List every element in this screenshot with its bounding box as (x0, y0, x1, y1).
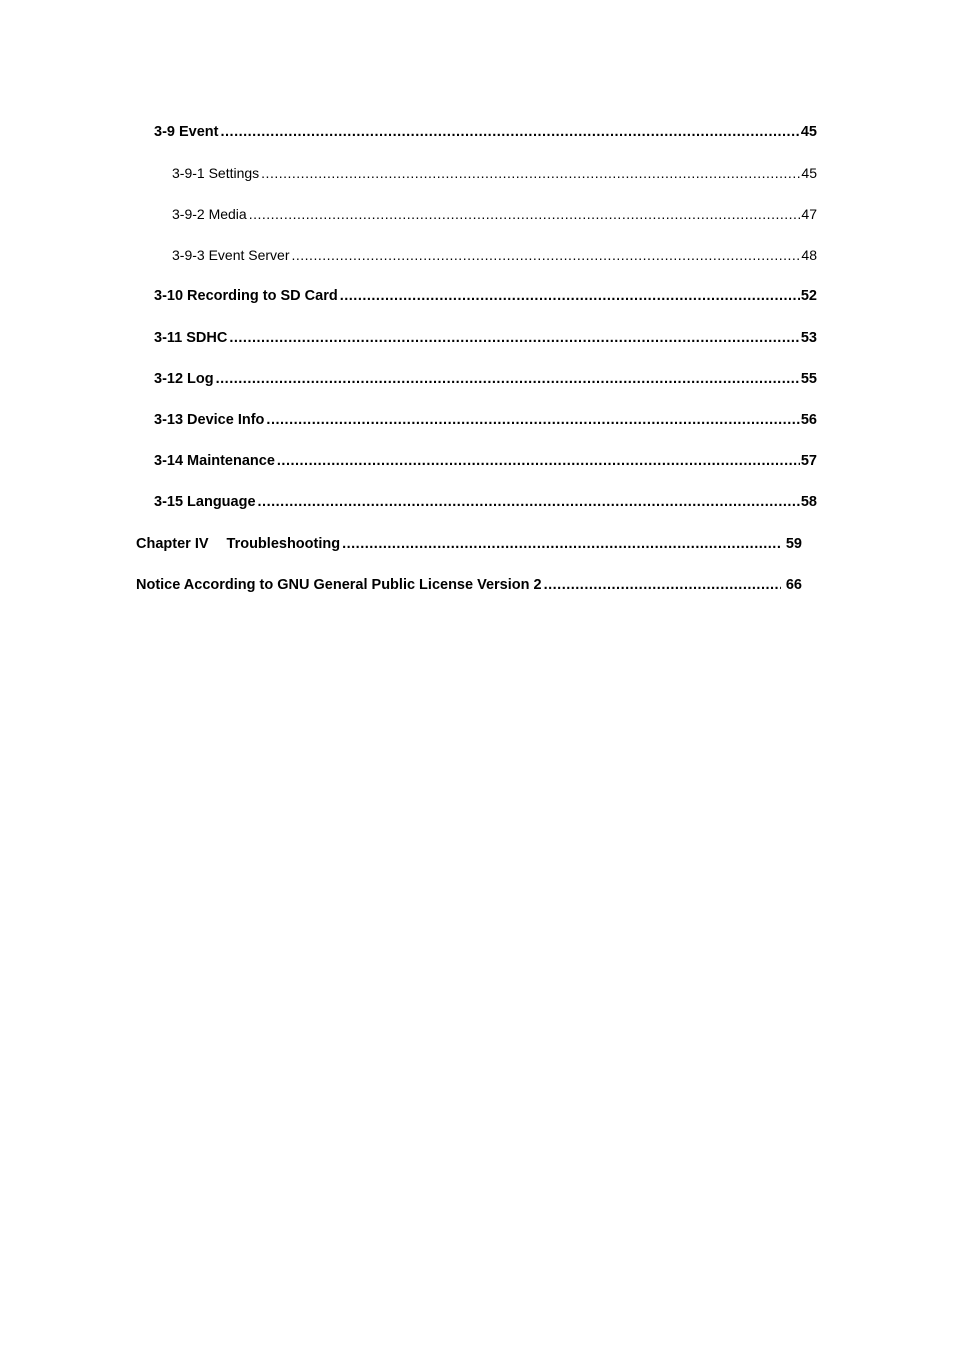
toc-entry-3-15-language[interactable] (154, 492, 817, 512)
toc-entry-page: 52 (800, 288, 817, 304)
dot-leader (277, 451, 800, 471)
toc-entry-gnu-gpl-notice[interactable] (136, 575, 802, 595)
toc-entry-page: 45 (801, 165, 817, 181)
dot-leader (249, 204, 801, 224)
toc-entry-label: 3-11 SDHC (154, 330, 228, 346)
toc-entry-label: 3-9-2 Media (172, 206, 247, 222)
dot-leader (216, 369, 800, 389)
toc-entry-chapter-iv-troubleshooting[interactable] (136, 534, 802, 554)
toc-entry-page: 58 (800, 494, 817, 510)
toc-entry-3-9-3-event-server[interactable] (172, 245, 817, 265)
toc-entry-label: 3-14 Maintenance (154, 453, 275, 469)
toc-entry-label: 3-9-3 Event Server (172, 247, 290, 263)
toc-entry-3-9-event[interactable] (154, 122, 817, 142)
dot-leader (544, 575, 781, 595)
toc-entry-3-14-maintenance[interactable] (154, 451, 817, 471)
toc-entry-page: 59 (785, 536, 802, 552)
toc-entry-page: 56 (800, 412, 817, 428)
dot-leader (220, 122, 799, 142)
chapter-number: Chapter IV (136, 536, 209, 552)
toc-entry-page: 47 (801, 206, 817, 222)
dot-leader (229, 328, 800, 348)
toc-entry-3-12-log[interactable] (154, 369, 817, 389)
toc-entry-page: 55 (800, 371, 817, 387)
toc-entry-3-9-1-settings[interactable] (172, 163, 817, 183)
dot-leader (292, 245, 801, 265)
dot-leader (342, 534, 781, 554)
toc-entry-label: 3-15 Language (154, 494, 256, 510)
toc-entry-page: 48 (801, 247, 817, 263)
toc-entry-label: 3-9-1 Settings (172, 165, 260, 181)
dot-leader (340, 286, 800, 306)
dot-leader (261, 163, 800, 183)
toc-entry-label: Notice According to GNU General Public License Version 2 (136, 577, 542, 593)
dot-leader (266, 410, 799, 430)
toc-entry-page: 45 (800, 124, 817, 140)
toc-entry-label: 3-12 Log (154, 371, 214, 387)
chapter-title: Troubleshooting (226, 536, 341, 552)
toc-entry-label: 3-9 Event (154, 124, 219, 140)
toc-entry-label (136, 534, 340, 554)
toc-entry-label: 3-13 Device Info (154, 412, 265, 428)
toc-entry-3-11-sdhc[interactable] (154, 328, 817, 348)
toc-entry-page: 53 (800, 330, 817, 346)
toc-entry-page: 57 (800, 453, 817, 469)
toc-entry-3-9-2-media[interactable] (172, 204, 817, 224)
toc-entry-3-13-device-info[interactable] (154, 410, 817, 430)
toc-entry-page: 66 (785, 577, 802, 593)
toc-entry-3-10-recording-to-sd-card[interactable] (154, 286, 817, 306)
toc-entry-label: 3-10 Recording to SD Card (154, 288, 338, 304)
dot-leader (258, 492, 800, 512)
